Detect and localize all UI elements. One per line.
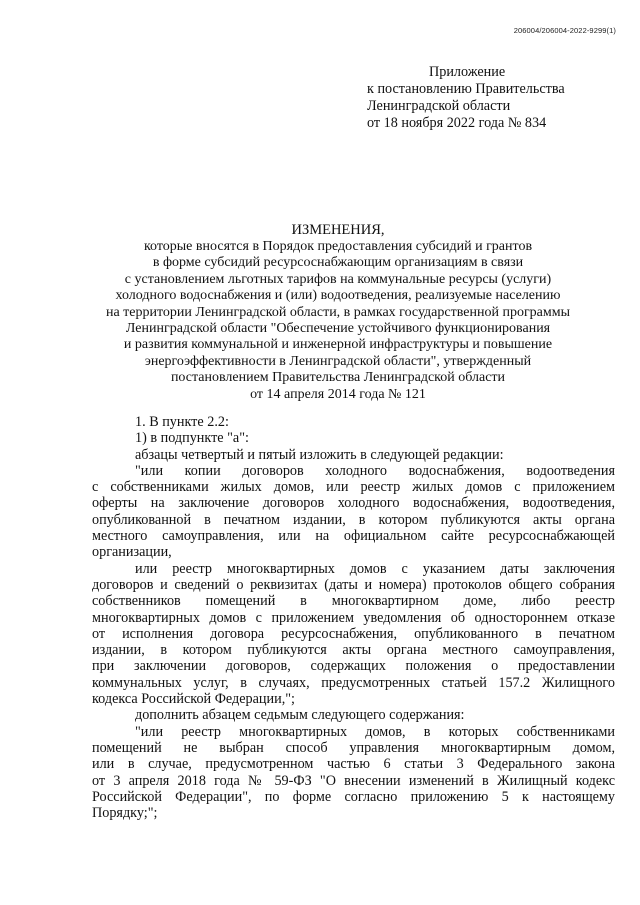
body-line: Порядку;"; (92, 805, 158, 822)
document-body (92, 414, 615, 821)
title-line: энергоэффективности в Ленинградской области", утвержденный (144, 353, 532, 369)
body-line: коммунальных услуг, в случаях, предусмотренных статьей 157.2 Жилищного (92, 674, 615, 691)
title-line: на территории Ленинградской области, в рамках государственной программы (105, 304, 571, 320)
body-line: собственников помещений в многоквартирном доме, либо реестр (92, 593, 615, 610)
title-line: и развития коммунальной и инженерной инфраструктуры и повышение (123, 337, 553, 353)
body-paragraph (92, 447, 615, 463)
body-line: опубликованной в печатном издании, в котором публикуются акты органа (92, 511, 615, 528)
body-line: многоквартирных домов с приложением уведомления об одностороннем отказе (92, 609, 615, 626)
body-line: оферты на заключение договоров холодного водоснабжения, водоотведения, (92, 495, 615, 512)
body-paragraph (92, 430, 615, 446)
appendix-line: Ленинградской области (367, 98, 511, 114)
title-line: холодного водоснабжения и (или) водоотведения, реализуемые населению (115, 288, 561, 304)
body-paragraph (92, 561, 615, 708)
body-line: с собственниками жилых домов, или реестр жилых домов с приложением (92, 479, 615, 496)
title-line: в форме субсидий ресурсоснабжающим организациям в связи (152, 255, 524, 271)
body-line: организации, (92, 544, 172, 561)
title-line: Ленинградской области "Обеспечение устойчивого функционирования (125, 321, 551, 337)
body-paragraph (92, 414, 615, 430)
body-line: "или копии договоров холодного водоснабжения, водоотведения (135, 462, 615, 479)
body-paragraph (92, 463, 615, 561)
body-line: абзацы четвертый и пятый изложить в следующей редакции: (135, 446, 504, 463)
title-line: от 14 апреля 2014 года № 121 (250, 386, 426, 402)
title-line: постановлением Правительства Ленинградской области (170, 370, 506, 386)
title-line: с установлением льготных тарифов на коммунальные ресурсы (услуги) (124, 271, 552, 287)
body-line: договоров и сведений о реквизитах (даты и номера) протоколов общего собрания (92, 576, 615, 593)
body-paragraph (92, 707, 615, 723)
body-line: или реестр многоквартирных домов с указанием даты заключения (135, 560, 615, 577)
body-line: кодекса Российской Федерации,"; (92, 691, 295, 708)
document-title (60, 222, 616, 403)
body-line: 1) в подпункте "а": (135, 430, 249, 447)
body-paragraph (92, 724, 615, 822)
body-line: Российской Федерации", по форме согласно приложению 5 к настоящему (92, 788, 615, 805)
body-line: от исполнения договора ресурсоснабжения, опубликованного в печатном (92, 625, 615, 642)
appendix-line: от 18 ноября 2022 года № 834 (367, 115, 547, 131)
title-line: которые вносятся в Порядок предоставления субсидий и грантов (143, 239, 533, 254)
body-line: или в случае, предусмотренном частью 6 статьи 3 Федерального закона (92, 756, 615, 773)
document-id: 206004/206004-2022-9299(1) (513, 26, 616, 35)
title-heading: ИЗМЕНЕНИЯ, (291, 222, 385, 238)
appendix-line: Приложение (429, 64, 506, 80)
appendix-line: к постановлению Правительства (367, 81, 565, 97)
body-line: издании, в котором публикуются акты органа местного самоуправления, (92, 642, 615, 659)
body-line: "или реестр многоквартирных домов, в которых собственниками (135, 723, 615, 740)
body-line: 1. В пункте 2.2: (135, 414, 229, 430)
body-line: при заключении договоров, содержащих положения о предоставлении (92, 658, 615, 675)
body-line: от 3 апреля 2018 года № 59-ФЗ "О внесении изменений в Жилищный кодекс (92, 772, 615, 789)
body-line: местного самоуправления, или на официальном сайте ресурсоснабжающей (92, 528, 615, 545)
body-line: помещений не выбран способ управления многоквартирным домом, (92, 739, 615, 756)
body-line: дополнить абзацем седьмым следующего содержания: (135, 707, 465, 724)
appendix-block (367, 64, 565, 132)
